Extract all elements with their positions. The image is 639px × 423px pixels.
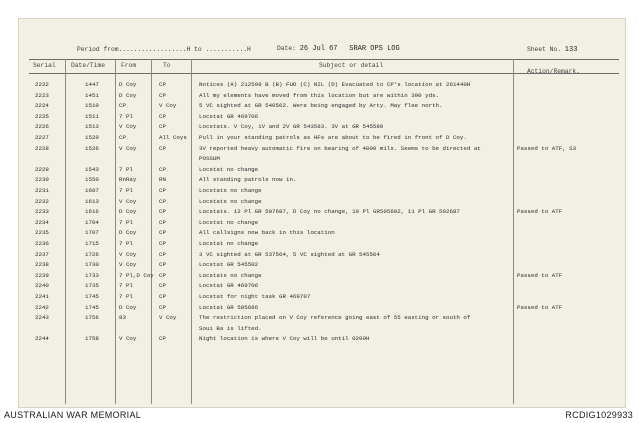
time-cell: 1735 xyxy=(85,282,99,290)
subject-cell: Locstat no change xyxy=(199,240,259,247)
log-row xyxy=(19,325,625,335)
subject-cell: All standing patrols now in. xyxy=(199,176,297,184)
action-cell: Passed to ATF xyxy=(517,303,563,311)
time-cell: 1704 xyxy=(85,218,99,226)
footer-credit: AUSTRALIAN WAR MEMORIAL xyxy=(4,410,142,420)
log-row xyxy=(19,240,625,250)
time-cell: 1756 xyxy=(85,314,99,322)
subject-cell: Locstat GR 505686 xyxy=(199,303,259,311)
from-cell: 7 Pl xyxy=(119,218,133,226)
serial-cell: 2242 xyxy=(35,303,49,311)
time-cell: 1715 xyxy=(85,240,99,247)
serial-cell: 2243 xyxy=(35,314,49,322)
log-row xyxy=(19,123,625,133)
from-cell: D Coy xyxy=(119,208,137,216)
to-cell: RN xyxy=(159,176,166,184)
subject-cell: 3 VC sighted at GR 537564, 5 VC sighted at GR 545564 xyxy=(199,250,380,258)
from-cell: 7 Pl xyxy=(119,240,133,247)
serial-cell: 2239 xyxy=(35,271,49,279)
to-cell: CP xyxy=(159,293,166,300)
serial-cell: 2234 xyxy=(35,218,49,226)
subject-cell: The restriction placed on V Coy reference going east of 55 easting or south of xyxy=(199,314,471,322)
from-cell: D Coy xyxy=(119,91,137,99)
unit-value: SRAR OPS LOG xyxy=(349,45,400,53)
subject-cell: Soui Ba is lifted. xyxy=(199,324,262,332)
subject-cell: Locstat GR 469706 xyxy=(199,112,259,120)
time-cell: 1451 xyxy=(85,91,99,99)
from-cell: CP xyxy=(119,134,126,141)
serial-cell: 2244 xyxy=(35,335,49,343)
from-cell: RnRay xyxy=(119,176,137,184)
to-cell: CP xyxy=(159,303,166,311)
from-cell: V Coy xyxy=(119,123,137,131)
action-cell: Passed to ATF, S3 xyxy=(517,144,577,152)
serial-cell: 2227 xyxy=(35,134,49,141)
subject-cell: 3V reported heavy automatic fire on bearing of 4000 mils. Seems to be directed at xyxy=(199,144,481,152)
to-cell: CP xyxy=(159,261,166,269)
log-row xyxy=(19,304,625,314)
time-cell: 1707 xyxy=(85,229,99,237)
serial-cell: 2237 xyxy=(35,250,49,258)
serial-cell: 2232 xyxy=(35,197,49,205)
time-cell: 1745 xyxy=(85,303,99,311)
subject-cell: Night location is where V Coy will be until 0200H xyxy=(199,335,370,343)
log-row xyxy=(19,251,625,261)
top-rule xyxy=(29,59,619,60)
log-sheet xyxy=(18,18,626,408)
log-row xyxy=(19,113,625,123)
from-cell: 7 Pl,D Coy xyxy=(119,271,154,279)
time-cell: 1607 xyxy=(85,187,99,194)
time-cell: 1745 xyxy=(85,293,99,300)
to-cell: CP xyxy=(159,240,166,247)
subject-cell: Notices (A) 212599 B (B) FUO (C) NIL (D) Evacuated to CP's location at 261440H xyxy=(199,81,471,88)
time-cell: 1726 xyxy=(85,250,99,258)
period-label: Period from..................H to ...........H xyxy=(77,46,251,53)
period-field xyxy=(77,46,251,53)
sheet-value: 133 xyxy=(564,46,578,54)
time-cell: 1526 xyxy=(85,144,99,152)
from-cell: D Coy xyxy=(119,303,137,311)
log-row xyxy=(19,261,625,271)
to-cell: CP xyxy=(159,197,166,205)
serial-cell: 2238 xyxy=(35,261,49,269)
to-cell: CP xyxy=(159,229,166,237)
from-cell: 7 Pl xyxy=(119,165,133,173)
log-row xyxy=(19,145,625,155)
serial-cell: 2225 xyxy=(35,112,49,120)
to-cell: CP xyxy=(159,112,166,120)
time-cell: 1520 xyxy=(85,134,99,141)
subject-cell: Locstats no change xyxy=(199,197,262,205)
date-field xyxy=(277,45,400,53)
log-row xyxy=(19,102,625,112)
log-row xyxy=(19,219,625,229)
serial-cell: 2223 xyxy=(35,91,49,99)
time-cell: 1447 xyxy=(85,81,99,88)
time-cell: 1513 xyxy=(85,123,99,131)
serial-cell: 2236 xyxy=(35,240,49,247)
serial-cell: 2226 xyxy=(35,123,49,131)
subject-cell: 5 VC sighted at GR 540562. Were being engaged by Arty. May flee north. xyxy=(199,102,443,110)
to-cell: CP xyxy=(159,123,166,131)
subject-cell: Locstats. 12 Pl GR 507687, D Coy no change, 10 Pl GR505692, 11 Pl GR 502687 xyxy=(199,208,460,216)
footer-id: RCDIG1029933 xyxy=(565,410,633,420)
from-cell: V Coy xyxy=(119,335,137,343)
from-cell: 7 Pl xyxy=(119,187,133,194)
col-header-action: Action/Remark. xyxy=(527,68,580,75)
subject-cell: Locstat no change xyxy=(199,165,259,173)
subject-cell: Pull in your standing patrols as HFs are about to be fired in front of D Coy. xyxy=(199,134,467,141)
from-cell: D Coy xyxy=(119,81,137,88)
to-cell: CP xyxy=(159,218,166,226)
from-cell: 7 Pl xyxy=(119,282,133,290)
serial-cell: 2241 xyxy=(35,293,49,300)
serial-cell: 2222 xyxy=(35,81,49,88)
col-header-serial: Serial xyxy=(33,62,56,69)
subject-cell: Locstats. V Coy, 1V and 2V GR 543583. 3V at GR 545580 xyxy=(199,123,384,131)
log-row xyxy=(19,198,625,208)
subject-cell: Locstat for night task GR 469707 xyxy=(199,293,311,300)
time-cell: 1510 xyxy=(85,102,99,110)
time-cell: 1550 xyxy=(85,176,99,184)
subject-cell: Locstat GR 545502 xyxy=(199,261,259,269)
from-cell: V Coy xyxy=(119,261,137,269)
log-row xyxy=(19,92,625,102)
serial-cell: 2235 xyxy=(35,229,49,237)
subject-cell: All callsigns now back in this location xyxy=(199,229,335,237)
sheet-field xyxy=(527,46,577,54)
to-cell: CP xyxy=(159,165,166,173)
subject-cell: Locstats no change xyxy=(199,271,262,279)
date-label: Date: xyxy=(277,45,296,52)
from-cell: 83 xyxy=(119,314,126,322)
serial-cell: 2229 xyxy=(35,165,49,173)
from-cell: V Coy xyxy=(119,250,137,258)
to-cell: CP xyxy=(159,335,166,343)
log-row xyxy=(19,293,625,303)
serial-cell: 2230 xyxy=(35,176,49,184)
subject-cell: Locstats no change xyxy=(199,187,262,194)
log-row xyxy=(19,81,625,91)
time-cell: 1616 xyxy=(85,208,99,216)
time-cell: 1543 xyxy=(85,165,99,173)
to-cell: CP xyxy=(159,271,166,279)
log-row xyxy=(19,335,625,345)
time-cell: 1733 xyxy=(85,271,99,279)
sheet-label: Sheet No. xyxy=(527,46,562,53)
subject-cell: All my elements have moved from this location but are within 300 yds. xyxy=(199,91,440,99)
to-cell: CP xyxy=(159,91,166,99)
to-cell: CP xyxy=(159,282,166,290)
log-row xyxy=(19,272,625,282)
subject-cell: Locstat no change xyxy=(199,218,259,226)
log-row xyxy=(19,208,625,218)
time-cell: 1730 xyxy=(85,261,99,269)
log-row xyxy=(19,314,625,324)
log-row xyxy=(19,166,625,176)
log-row xyxy=(19,187,625,197)
col-header-from: From xyxy=(121,62,137,69)
time-cell: 1511 xyxy=(85,112,99,120)
from-cell: V Coy xyxy=(119,144,137,152)
from-cell: 7 Pl xyxy=(119,112,133,120)
col-header-datetime: Date/Time xyxy=(71,62,106,69)
log-row xyxy=(19,282,625,292)
to-cell: CP xyxy=(159,208,166,216)
from-cell: CP xyxy=(119,102,126,110)
to-cell: V Coy xyxy=(159,314,177,322)
to-cell: CP xyxy=(159,250,166,258)
to-cell: CP xyxy=(159,81,166,88)
time-cell: 1613 xyxy=(85,197,99,205)
log-row xyxy=(19,134,625,144)
col-header-to: To xyxy=(163,62,171,69)
log-row xyxy=(19,229,625,239)
from-cell: V Coy xyxy=(119,197,137,205)
to-cell: All Coys xyxy=(159,134,187,141)
subject-cell: Locstat GR 469706 xyxy=(199,282,259,290)
from-cell: 7 Pl xyxy=(119,293,133,300)
to-cell: V Coy xyxy=(159,102,177,110)
to-cell: CP xyxy=(159,187,166,194)
log-row xyxy=(19,155,625,165)
log-row xyxy=(19,176,625,186)
serial-cell: 2224 xyxy=(35,102,49,110)
subject-cell: POSSUM xyxy=(199,155,220,163)
time-cell: 1758 xyxy=(85,335,99,343)
from-cell: D Coy xyxy=(119,229,137,237)
serial-cell: 2231 xyxy=(35,187,49,194)
serial-cell: 2233 xyxy=(35,208,49,216)
date-value: 26 Jul 67 xyxy=(299,45,338,53)
serial-cell: 2228 xyxy=(35,144,49,152)
action-cell: Passed to ATF xyxy=(517,208,563,216)
serial-cell: 2240 xyxy=(35,282,49,290)
action-cell: Passed to ATF xyxy=(517,271,563,279)
col-header-subject: Subject or detail xyxy=(319,62,384,69)
to-cell: CP xyxy=(159,144,166,152)
